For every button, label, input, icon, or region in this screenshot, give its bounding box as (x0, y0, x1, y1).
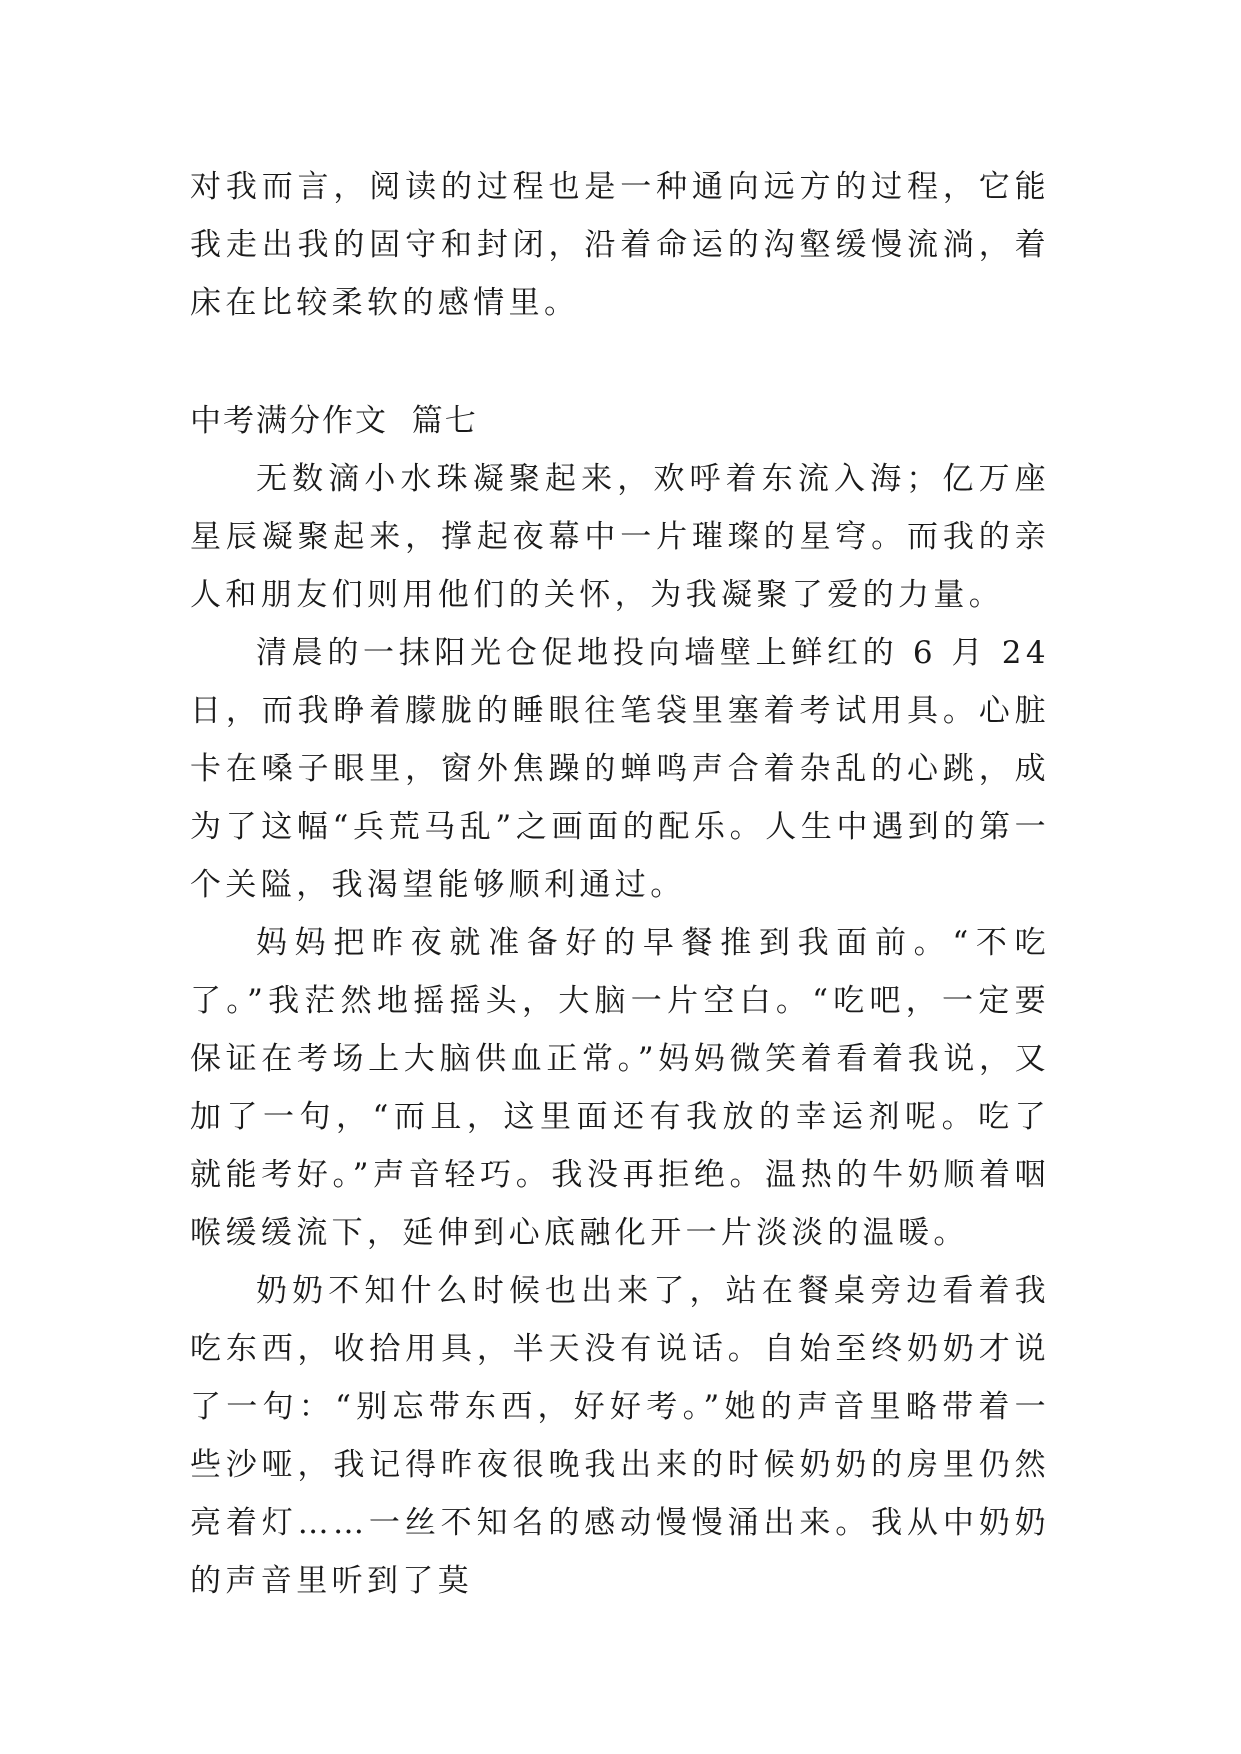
essay-paragraph: 妈妈把昨夜就准备好的早餐推到我面前。“不吃了。”我茫然地摇摇头，大脑一片空白。“吃吧，一定要保证在考场上大脑供血正常。”妈妈微笑着看着我说，又加了一句，“而且，这里面还有我放的幸运剂呢。吃了就能考好。”声音轻巧。我没再拒绝。温热的牛奶顺着咽喉缓缓流下，延伸到心底融化开一片淡淡的温暖。 (190, 925, 1050, 1251)
essay-paragraph: 无数滴小水珠凝聚起来，欢呼着东流入海；亿万座星辰凝聚起来，撑起夜幕中一片璀璨的星穹。而我的亲人和朋友们则用他们的关怀，为我凝聚了爱的力量。 (190, 461, 1050, 613)
intro-paragraph: 对我而言，阅读的过程也是一种通向远方的过程，它能我走出我的固守和封闭，沿着命运的沟壑缓慢流淌，着床在比较柔软的感情里。 (190, 169, 1050, 321)
essay-body (190, 450, 1050, 1610)
essay-paragraph: 清晨的一抹阳光仓促地投向墙壁上鲜红的 6 月 24 日，而我睁着朦胧的睡眼往笔袋里塞着考试用具。心脏卡在嗓子眼里，窗外焦躁的蝉鸣声合着杂乱的心跳，成为了这幅“兵荒马乱”之画面的配乐。人生中遇到的第一个关隘，我渴望能够顺利通过。 (190, 635, 1050, 903)
section-heading: 中考满分作文 篇七 (190, 403, 478, 439)
essay-paragraph: 奶奶不知什么时候也出来了，站在餐桌旁边看着我吃东西，收拾用具，半天没有说话。自始至终奶奶才说了一句：“别忘带东西，好好考。”她的声音里略带着一些沙哑，我记得昨夜很晚我出来的时候奶奶的房里仍然亮着灯……一丝不知名的感动慢慢涌出来。我从中奶奶的声音里听到了莫 (190, 1273, 1050, 1599)
intro-paragraph-block (190, 158, 1050, 332)
